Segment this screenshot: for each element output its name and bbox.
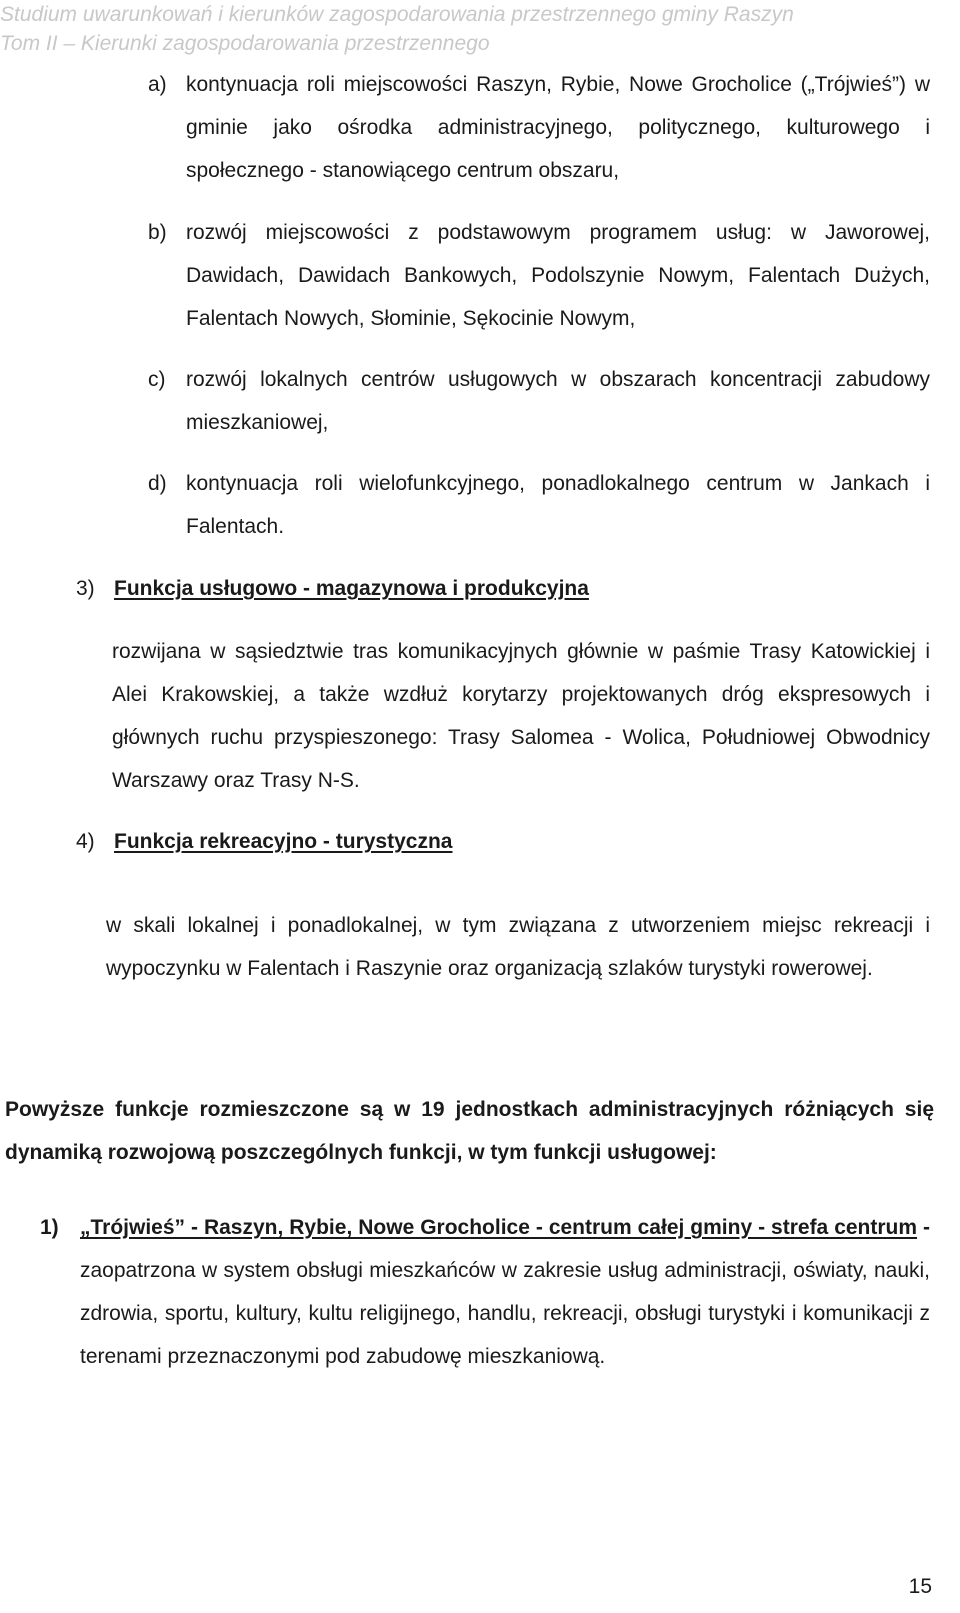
section-title: Funkcja rekreacyjno - turystyczna xyxy=(114,830,453,853)
list-label: b) xyxy=(148,221,167,244)
section-heading-3 xyxy=(76,574,589,604)
list-label: c) xyxy=(148,368,166,391)
list-label: a) xyxy=(148,73,167,96)
section-3-body: rozwijana w sąsiedztwie tras komunikacyjnych głównie w paśmie Trasy Katowickiej i Alei Krakowskiej, a także wzdłuż korytarzy projektowanych dróg ekspresowych i głównych ruchu przyspieszonego: Trasy Salomea - Wolica, Południowej Obwodnicy Warszawy oraz Trasy N-S. xyxy=(112,640,930,792)
zone-dash: - xyxy=(917,1216,930,1239)
section-title: Funkcja usługowo - magazynowa i produkcyjna xyxy=(114,577,589,600)
zone-label: 1) xyxy=(40,1216,59,1239)
summary-paragraph: Powyższe funkcje rozmieszczone są w 19 jednostkach administracyjnych różniących się dynamiką rozwojową poszczególnych funkcji, w tym funkcji usługowej: xyxy=(5,1098,934,1164)
header-volume-title: Tom II – Kierunki zagospodarowania przestrzennego xyxy=(0,32,490,55)
section-heading-4 xyxy=(76,827,452,857)
list-text: kontynuacja roli miejscowości Raszyn, Rybie, Nowe Grocholice („Trójwieś”) w gminie jako ośrodka administracyjnego, politycznego, kulturowego i społecznego - stanowiącego centrum obszaru, xyxy=(186,73,930,182)
list-text: rozwój lokalnych centrów usługowych w obszarach koncentracji zabudowy mieszkaniowej, xyxy=(186,368,930,434)
section-4-body: w skali lokalnej i ponadlokalnej, w tym związana z utworzeniem miejsc rekreacji i wypoczynku w Falentach i Raszynie oraz organizacją szlaków turystyki rowerowej. xyxy=(106,914,930,980)
document-header xyxy=(0,0,960,58)
zone-description: zaopatrzona w system obsługi mieszkańców w zakresie usług administracji, oświaty, nauki, zdrowia, sportu, kultury, kultu religijnego, handlu, rekreacji, obsługi turystyki i komunikacji z terenami przeznaczonymi pod zabudowę mieszkaniową. xyxy=(80,1259,930,1368)
zone-text xyxy=(80,1206,930,1378)
page-number: 15 xyxy=(908,1575,932,1598)
list-label: d) xyxy=(148,472,167,495)
section-number: 3) xyxy=(76,577,95,600)
list-text: rozwój miejscowości z podstawowym programem usług: w Jaworowej, Dawidach, Dawidach Bankowych, Podolszynie Nowym, Falentach Dużych, Falentach Nowych, Słominie, Sękocinie Nowym, xyxy=(186,221,930,330)
list-text: kontynuacja roli wielofunkcyjnego, ponadlokalnego centrum w Jankach i Falentach. xyxy=(186,472,930,538)
header-study-title: Studium uwarunkowań i kierunków zagospodarowania przestrzennego gminy Raszyn xyxy=(0,3,794,26)
zone-title: „Trójwieś” - Raszyn, Rybie, Nowe Grocholice - centrum całej gminy - strefa centrum xyxy=(80,1216,918,1239)
section-number: 4) xyxy=(76,830,95,853)
